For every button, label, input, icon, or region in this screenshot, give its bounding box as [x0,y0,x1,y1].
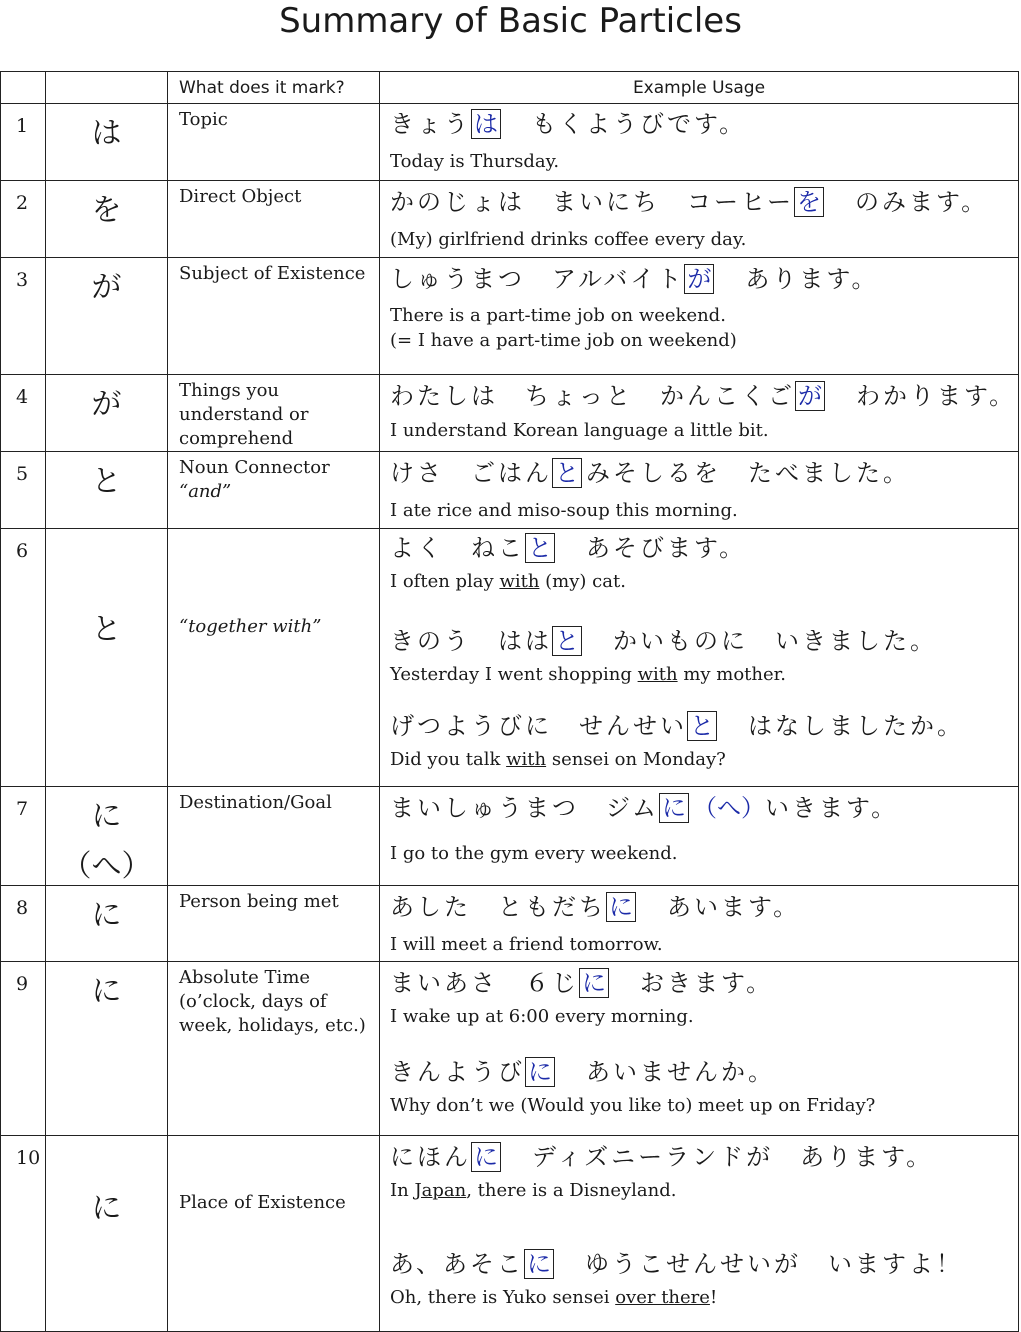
row-number: 4 [1,375,46,452]
example-cell [380,104,1019,181]
marks-label: Direct Object [168,181,380,258]
example-japanese: きんようび に あいませんか。 [390,1058,775,1086]
particle-highlight: と [552,458,582,488]
example-japanese: にほん に ディズニーランドが あります。 [390,1143,934,1171]
example-english: I will meet a friend tomorrow. [390,934,663,955]
table-row [1,452,1019,529]
example-english: There is a part-time job on weekend. [390,305,726,326]
particle-highlight: に [659,793,689,823]
table-row [1,104,1019,181]
example-japanese: わたしは ちょっと かんこくご が わかります。 [390,382,1017,410]
particle-highlight: が [795,381,825,411]
example-cell [380,1136,1019,1332]
particle-highlight: に [524,1249,554,1279]
page-title: Summary of Basic Particles [279,1,742,41]
particle-highlight: を [794,187,824,217]
example-japanese: しゅうまつ アルバイト が あります。 [390,265,879,293]
example-japanese: まいしゅうまつ ジム に （へ）いきます。 [390,794,899,822]
particle-highlight: と [552,626,582,656]
row-number: 9 [1,962,46,1136]
example-english: In Japan, there is a Disneyland. [390,1180,677,1201]
example-cell [380,375,1019,452]
marks-label: Place of Existence [168,1136,380,1332]
row-number: 8 [1,886,46,962]
header-particle [46,72,168,104]
example-english: I often play with (my) cat. [390,571,626,592]
table-row [1,529,1019,787]
header-row [1,72,1019,104]
header-example: Example Usage [380,72,1019,104]
marks-label: Person being met [168,886,380,962]
example-english: Did you talk with sensei on Monday? [390,749,726,770]
marks-label: Subject of Existence [168,258,380,375]
example-japanese: あした ともだち に あいます。 [390,893,801,921]
particle: は [46,104,168,181]
particle-highlight: が [684,264,714,294]
example-cell [380,529,1019,787]
example-cell [380,962,1019,1136]
example-japanese: けさ ごはん と みそしるを たべました。 [390,459,910,487]
table-row [1,1136,1019,1332]
example-english: Yesterday I went shopping with my mother. [390,664,787,685]
example-cell [380,452,1019,529]
row-number: 2 [1,181,46,258]
example-english: (= I have a part-time job on weekend) [390,330,737,351]
marks-label: Absolute Time (o’clock, days of week, holidays, etc.) [168,962,380,1136]
particle: と [46,529,168,787]
example-english: Oh, there is Yuko sensei over there! [390,1287,718,1308]
table-row [1,258,1019,375]
row-number: 7 [1,787,46,886]
table-row [1,962,1019,1136]
example-japanese: きょう は もくようびです。 [390,110,747,138]
marks-label: “together with” [168,529,380,787]
example-japanese: げつようびに せんせい と はなしましたか。 [390,712,964,740]
particle-highlight: は [471,109,501,139]
example-cell [380,181,1019,258]
particle: が [46,375,168,452]
example-english: Today is Thursday. [390,151,560,172]
example-english: (My) girlfriend drinks coffee every day. [390,229,747,250]
example-english: I ate rice and miso-soup this morning. [390,500,738,521]
particle: に [46,1136,168,1332]
row-number: 1 [1,104,46,181]
example-english: I wake up at 6:00 every morning. [390,1006,694,1027]
example-japanese: きのう はは と かいものに いきました。 [390,627,937,655]
particle: に [46,962,168,1136]
row-number: 6 [1,529,46,787]
particles-table [0,71,1019,1332]
particle-alternative: （へ） [693,794,766,822]
table-row [1,181,1019,258]
header-mark: What does it mark? [168,72,380,104]
table-row [1,787,1019,886]
row-number: 3 [1,258,46,375]
marks-label: Things you understand or comprehend [168,375,380,452]
example-english: I go to the gym every weekend. [390,843,678,864]
example-english: Why don’t we (Would you like to) meet up on Friday? [390,1095,876,1116]
particle: が [46,258,168,375]
header-num [1,72,46,104]
example-japanese: あ、あそこ に ゆうこせんせいが いますよ！ [390,1250,964,1278]
marks-label: Topic [168,104,380,181]
particle-highlight: に [606,892,636,922]
example-japanese: よく ねこ と あそびます。 [390,534,747,562]
particle: を [46,181,168,258]
particle-highlight: と [525,533,555,563]
example-english: I understand Korean language a little bit. [390,420,769,441]
particle-highlight: に [579,968,609,998]
particle-highlight: に [471,1142,501,1172]
example-cell [380,258,1019,375]
particle-highlight: に [525,1057,555,1087]
example-cell [380,787,1019,886]
row-number: 5 [1,452,46,529]
marks-label: Noun Connector “and” [168,452,380,529]
marks-label: Destination/Goal [168,787,380,886]
table-row [1,886,1019,962]
row-number: 10 [1,1136,46,1332]
particle-highlight: と [687,711,717,741]
example-cell [380,886,1019,962]
example-japanese: まいあさ ６じ に おきます。 [390,969,774,997]
example-japanese: かのじょは まいにち コーヒー を のみます。 [390,188,989,216]
particle: と [46,452,168,529]
particle: に （へ） [46,787,168,886]
table-row [1,375,1019,452]
particle: に [46,886,168,962]
